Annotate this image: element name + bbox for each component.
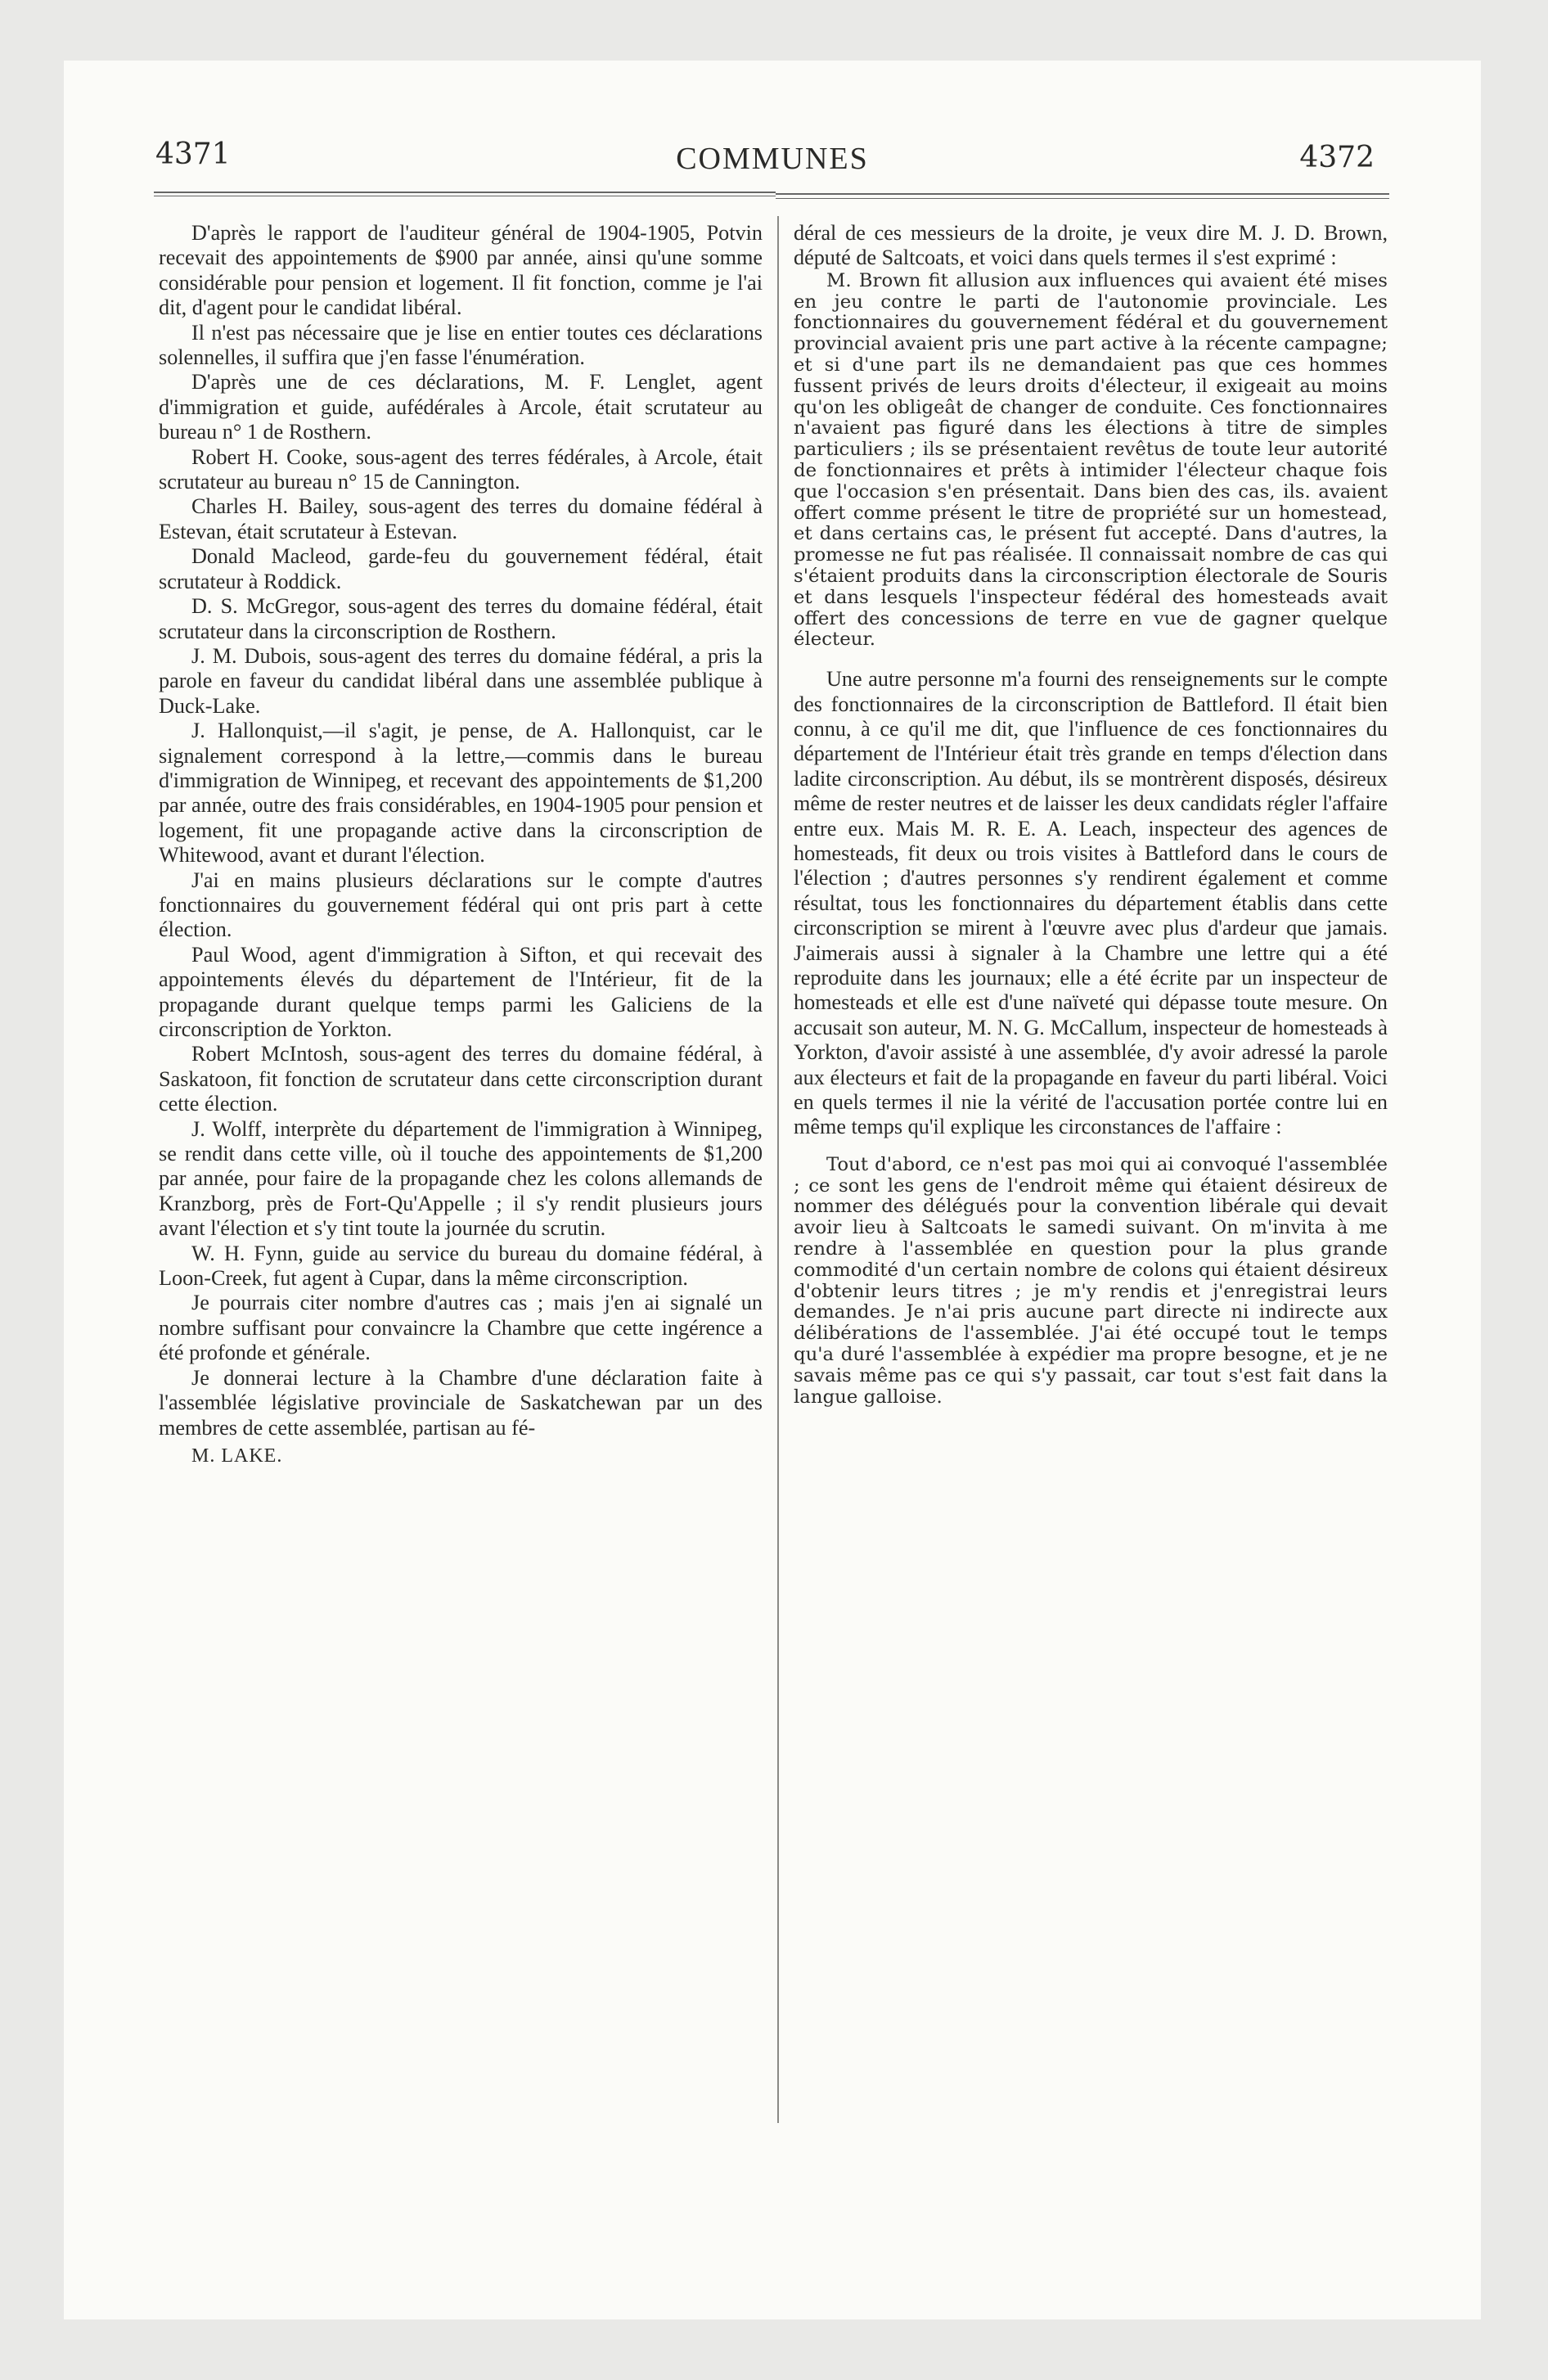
paragraph: J'ai en mains plusieurs déclarations sur le compte d'autres fonctionnaires du gouvernement fédéral qui ont pris part à cette élection. xyxy=(159,868,763,942)
quoted-statement xyxy=(794,271,1388,651)
paragraph: W. H. Fynn, guide au service du bureau du domaine fédéral, à Loon-Creek, fut agent à Cupar, dans la même circonscription. xyxy=(159,1241,763,1291)
page-number-right: 4372 xyxy=(1299,141,1375,174)
page-header xyxy=(64,137,1481,187)
header-rule xyxy=(776,193,1389,195)
running-title: COMMUNES xyxy=(676,142,869,176)
speaker-name: M. LAKE. xyxy=(191,1445,283,1467)
page-number-left: 4371 xyxy=(155,137,231,171)
paragraph: J. Wolff, interprète du département de l'immigration à Winnipeg, se rendit dans cette ville, où il touche des appointements de $1,200 par année, pour faire de la propagande chez les colons allemands de Kranzborg, près de Fort-Qu'Appelle ; il s'y rendit plusieurs jours avant l'élection et s'y tint toute la journée du scrutin. xyxy=(159,1116,763,1241)
page xyxy=(64,61,1481,2319)
left-column xyxy=(159,221,763,1467)
paragraph: Une autre personne m'a fourni des renseignements sur le compte des fonctionnaires de la circonscription de Battleford. Il était bien connu, à ce qu'il me dit, que l'influence de ces fonctionnaires du département de l'Intérieur était très grande en temps d'élection dans ladite circonscription. Au début, ils se montrèrent disposés, désireux même de rester neutres et de laisser les deux candidats régler l'affaire entre eux. Mais M. R. E. A. Leach, inspecteur des agences de homesteads, fit deux ou trois visites à Battleford dans le cours de l'élection ; d'autres personnes s'y rendirent également et comme résultat, tous les fonctionnaires du département établis dans cette circonscription se mirent à l'œuvre avec plus d'ardeur que jamais. J'aimerais aussi à signaler à la Chambre une lettre qui a été reproduite dans les journaux; elle a été écrite par un inspecteur de homesteads et elle est d'une naïveté qui dépasse toute mesure. On accusait son auteur, M. N. G. McCallum, inspecteur de homesteads à Yorkton, d'avoir assisté à une assemblée, d'y avoir adressé la parole aux électeurs et fait de la propagande en faveur du parti libéral. Voici en quels termes il nie la vérité de l'accusation portée contre lui en même temps qu'il explique les circonstances de l'affaire : xyxy=(794,667,1388,1139)
paragraph: Je pourrais citer nombre d'autres cas ; mais j'en ai signalé un nombre suffisant pour convaincre la Chambre que cette ingérence a été profonde et générale. xyxy=(159,1291,763,1365)
quote-paragraph: M. Brown fit allusion aux influences qui avaient été mises en jeu contre le parti de l'autonomie provinciale. Les fonctionnaires du gouvernement fédéral et du gouvernement provincial avaient pris une part active à la récente campagne; et si d'une part ils ne demandaient pas que ces hommes fussent privés de leurs droits d'électeur, il exigeait au moins qu'on les obligeât de changer de conduite. Ces fonctionnaires n'avaient pas figuré dans les élections à titre de simples particuliers ; ils se présentaient revêtus de toute leur autorité de fonctionnaires et prêts à intimider l'électeur chaque fois que l'occasion s'en présentait. Dans bien des cas, ils. avaient offert comme présent le titre de propriété sur un homestead, et dans certains cas, le présent fut accepté. Dans d'autres, la promesse ne fut pas réalisée. Il connaissait nombre de cas qui s'étaient produits dans la circonscription électorale de Souris et dans lesquels l'inspecteur fédéral des homesteads avait offert des concessions de terre en vue de gagner quelque électeur. xyxy=(794,269,1388,651)
header-rule xyxy=(154,192,776,193)
header-rule xyxy=(776,198,1389,199)
paragraph: Il n'est pas nécessaire que je lise en entier toutes ces déclarations solennelles, il suffira que j'en fasse l'énumération. xyxy=(159,320,763,370)
paragraph: J. Hallonquist,—il s'agit, je pense, de A. Hallonquist, car le signalement correspond à la lettre,—commis dans le bureau d'immigration de Winnipeg, et recevant des appointements de $1,200 par année, outre des frais considérables, en 1904-1905 pour pension et logement, fit une propagande active dans la circonscription de Whitewood, avant et durant l'élection. xyxy=(159,719,763,868)
paragraph: Paul Wood, agent d'immigration à Sifton, et qui recevait des appointements élevés du département de l'Intérieur, fit de la propagande durant quelque temps parmi les Galiciens de la circonscription de Yorkton. xyxy=(159,942,763,1041)
paragraph: J. M. Dubois, sous-agent des terres du domaine fédéral, a pris la parole en faveur du candidat libéral dans une assemblée publique à Duck-Lake. xyxy=(159,643,763,718)
paragraph: Charles H. Bailey, sous-agent des terres du domaine fédéral à Estevan, était scrutateur à Estevan. xyxy=(159,494,763,543)
intro-text xyxy=(794,221,1388,271)
quote-paragraph: Tout d'abord, ce n'est pas moi qui ai convoqué l'assemblée ; ce sont les gens de l'endroit même qui étaient désireux de nommer des délégués pour la convention libérale qui devait avoir lieu à Saltcoats le samedi suivant. On m'invita à me rendre à l'assemblée en question pour la plus grande commodité d'un certain nombre de colons qui étaient désireux d'obtenir leurs titres ; je m'y rendis et j'enregistrai leurs demandes. Je n'ai pris aucune part directe ni indirecte aux délibérations de l'assemblée. J'ai été occupé tout le temps qu'a duré l'assemblée à expédier ma propre besogne, et je ne savais même pas ce qui s'y passait, car tout s'est fait dans la langue galloise. xyxy=(794,1153,1388,1408)
column-divider xyxy=(777,216,779,2123)
paragraph: déral de ces messieurs de la droite, je veux dire M. J. D. Brown, député de Saltcoats, et voici dans quels termes il s'est exprimé : xyxy=(794,221,1388,270)
paragraph: D'après le rapport de l'auditeur général de 1904-1905, Potvin recevait des appointements de $900 par année, ainsi qu'une somme considérable pour pension et logement. Il fit fonction, comme je l'ai dit, d'agent pour le candidat libéral. xyxy=(159,221,763,320)
paragraph: Je donnerai lecture à la Chambre d'une déclaration faite à l'assemblée législative provinciale de Saskatchewan par un des membres de cette assemblée, partisan au fé- xyxy=(159,1365,763,1440)
paragraph: Donald Macleod, garde-feu du gouvernement fédéral, était scrutateur à Roddick. xyxy=(159,544,763,593)
body-text xyxy=(794,667,1388,1140)
paragraph: D'après une de ces déclarations, M. F. Lenglet, agent d'immigration et guide, aufédérales à Arcole, était scrutateur au bureau n° 1 de Rosthern. xyxy=(159,370,763,444)
paragraph: Robert McIntosh, sous-agent des terres du domaine fédéral, à Saskatoon, fit fonction de scrutateur dans cette circonscription durant cette élection. xyxy=(159,1042,763,1116)
quoted-letter xyxy=(794,1155,1388,1409)
paragraph: D. S. McGregor, sous-agent des terres du domaine fédéral, était scrutateur dans la circonscription de Rosthern. xyxy=(159,594,763,643)
paragraph: Robert H. Cooke, sous-agent des terres fédérales, à Arcole, était scrutateur au bureau n° 15 de Cannington. xyxy=(159,444,763,494)
right-column xyxy=(794,221,1388,1424)
